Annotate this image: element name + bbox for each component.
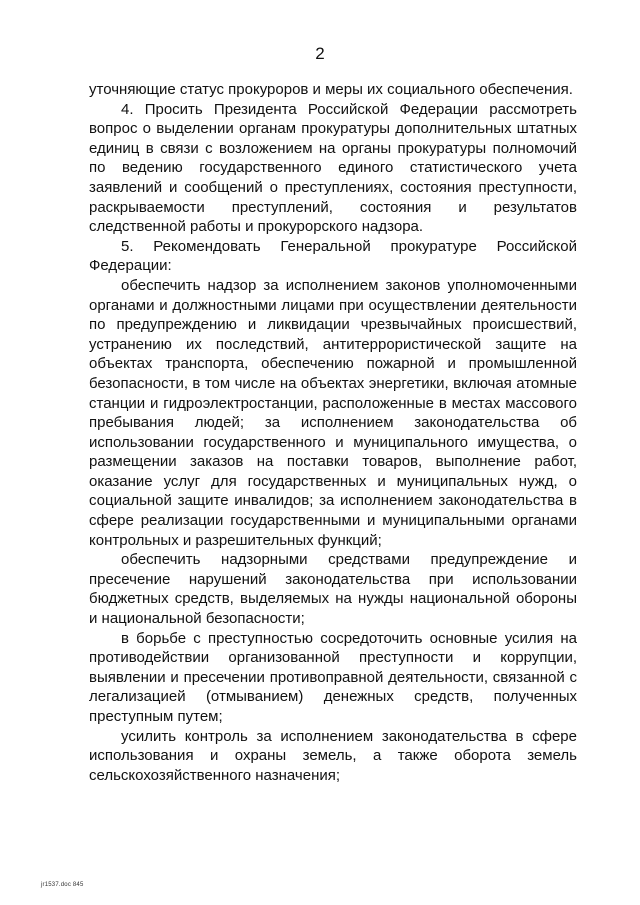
- document-code: jr1537.doc 845: [41, 882, 84, 888]
- paragraph-budget-funds: обеспечить надзорными средствами предупреждение и пресечение нарушений законодательства при использовании бюджетных средств, выделяемых на нужды национальной обороны и национальной безопасности;: [89, 551, 577, 628]
- paragraph-crime-fight: в борьбе с преступностью сосредоточить основные усилия на противодействии организованной преступности и коррупции, выявлении и пресечении противоправной деятельности, связанной с легализацией (отмыванием) денежных средств, полученных преступным путем;: [89, 629, 577, 725]
- paragraph-land-control: усилить контроль за исполнением законодательства в сфере использования и охраны земель, а также оборота земель сельскохозяйственного назначения;: [89, 727, 577, 784]
- page-number: 2: [315, 44, 325, 63]
- document-body: [89, 80, 577, 785]
- paragraph-continuation: уточняющие статус прокуроров и меры их социального обеспечения.: [89, 81, 573, 98]
- paragraph-item-4: 4. Просить Президента Российской Федерации рассмотреть вопрос о выделении органам прокуратуры дополнительных штатных единиц в связи с возложением на органы прокуратуры полномочий по ведению государственного единого статистического учета заявлений и сообщений о преступлениях, состояния преступности, раскрываемости преступлений, состояния и результатов следственной работы и прокурорского надзора.: [89, 100, 577, 236]
- paragraph-supervision: обеспечить надзор за исполнением законов уполномоченными органами и должностными лицами при осуществлении деятельности по предупреждению и ликвидации чрезвычайных происшествий, устранению их последствий, антитеррористической защите на объектах транспорта, обеспечению пожарной и промышленной безопасности, в том числе на объектах энергетики, включая атомные станции и гидроэлектростанции, расположенные в местах массового пребывания людей; за исполнением законодательства об использовании государственного и муниципального имущества, о размещении заказов на поставки товаров, выполнение работ, оказание услуг для государственных и муниципальных нужд, о социальной защите инвалидов; за исполнением законодательства в сфере реализации государственными и муниципальными органами контрольных и разрешительных функций;: [89, 276, 577, 549]
- paragraph-item-5: 5. Рекомендовать Генеральной прокуратуре Российской Федерации:: [89, 237, 577, 275]
